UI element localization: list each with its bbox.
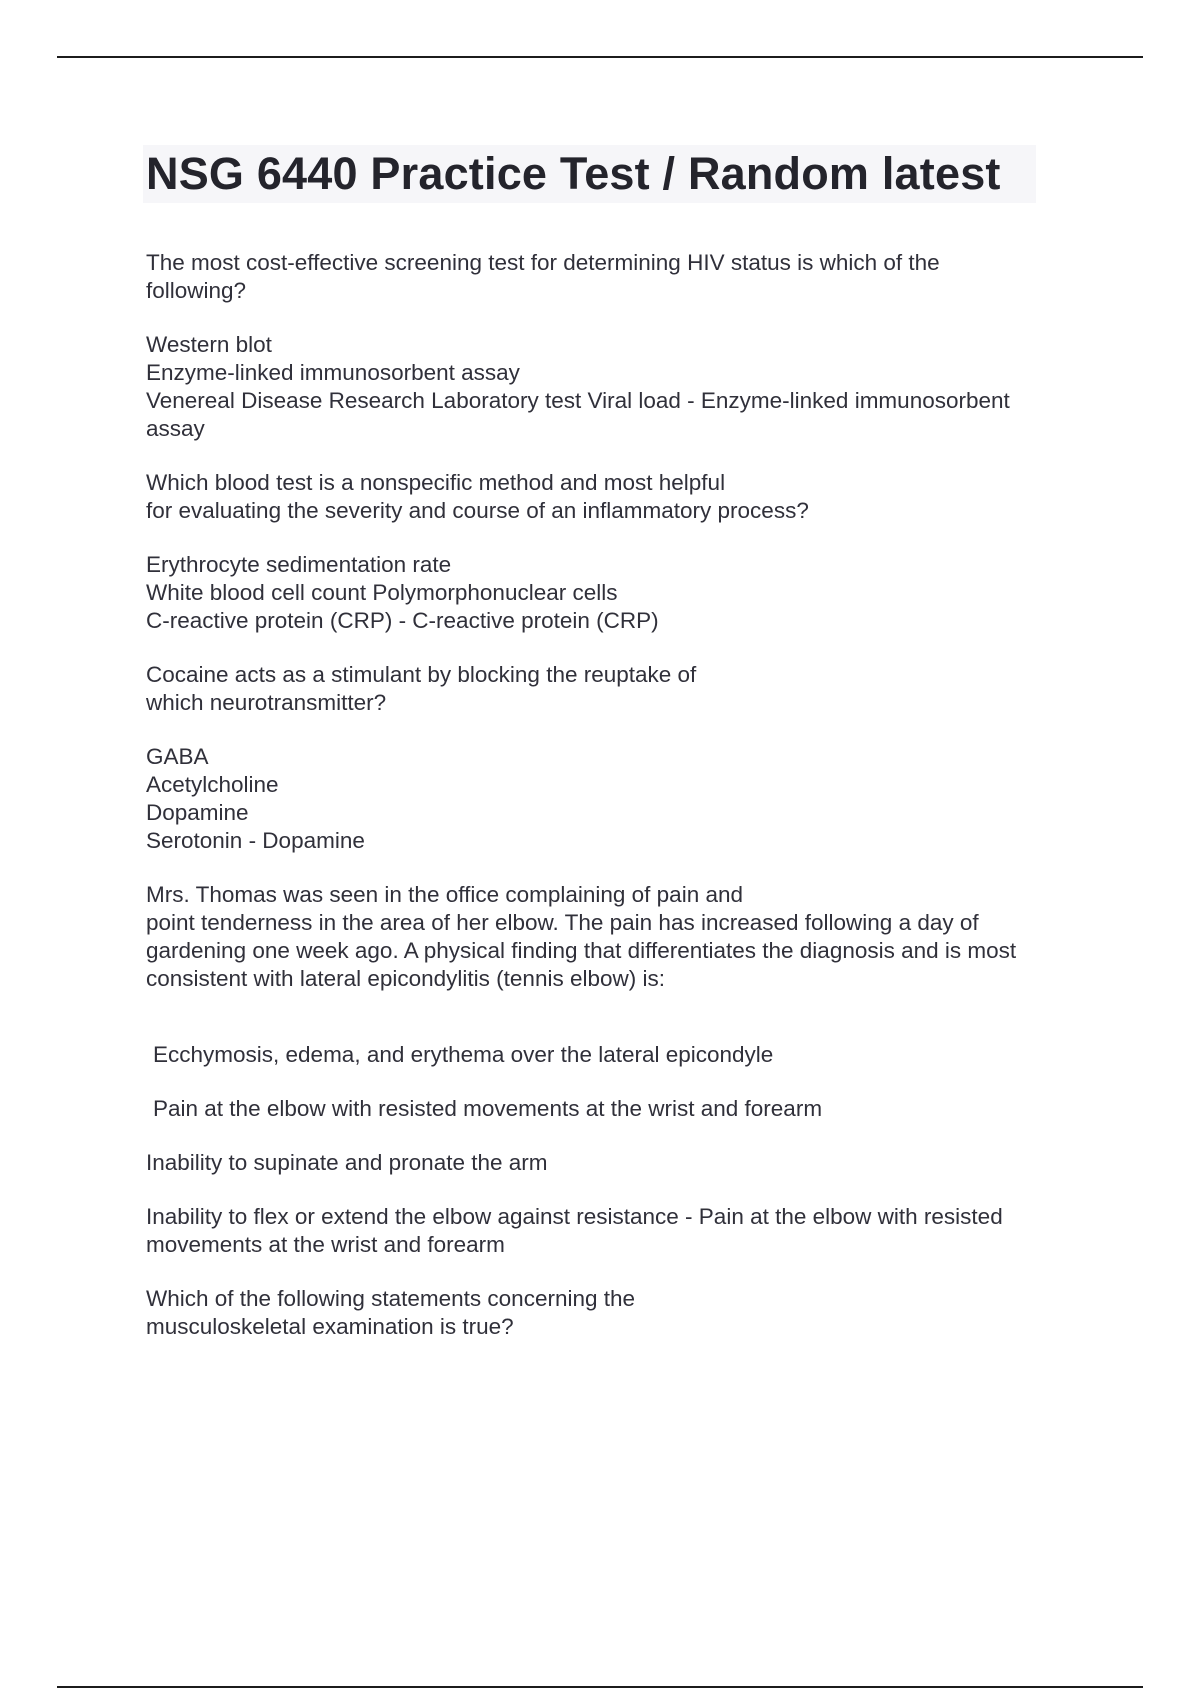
text-line: C-reactive protein (CRP) - C-reactive protein (CRP) xyxy=(146,608,659,633)
text-line: The most cost-effective screening test for determining HIV status is which of the xyxy=(146,250,940,275)
text-line: point tenderness in the area of her elbow. The pain has increased following a day of xyxy=(146,910,979,935)
bottom-rule xyxy=(57,1686,1143,1688)
document-body xyxy=(143,249,1093,1341)
document-title: NSG 6440 Practice Test / Random latest xyxy=(143,145,1036,203)
text-line: Serotonin - Dopamine xyxy=(146,828,365,853)
answer-option-ecchymosis xyxy=(146,1041,1093,1069)
text-line: gardening one week ago. A physical finding that differentiates the diagnosis and is most xyxy=(146,938,1017,963)
text-line: Dopamine xyxy=(146,800,249,825)
text-line: Enzyme-linked immunosorbent assay xyxy=(146,360,520,385)
question-tennis-elbow xyxy=(146,881,1093,993)
question-cocaine xyxy=(146,661,1093,717)
text-line: Venereal Disease Research Laboratory test Viral load - Enzyme-linked immunosorbent xyxy=(146,388,1010,413)
text-line: GABA xyxy=(146,744,209,769)
question-inflammatory-test xyxy=(146,469,1093,525)
text-line: movements at the wrist and forearm xyxy=(146,1232,505,1257)
text-line: White blood cell count Polymorphonuclear cells xyxy=(146,580,618,605)
answer-option-supinate xyxy=(146,1149,1093,1177)
text-line: Ecchymosis, edema, and erythema over the lateral epicondyle xyxy=(153,1042,774,1067)
text-line: which neurotransmitter? xyxy=(146,690,387,715)
text-line: Western blot xyxy=(146,332,272,357)
answer-options-inflammatory xyxy=(146,551,1093,635)
answer-option-flex-extend xyxy=(146,1203,1093,1259)
text-line: Mrs. Thomas was seen in the office complaining of pain and xyxy=(146,882,743,907)
document-page xyxy=(143,145,1093,1367)
text-line: Pain at the elbow with resisted movements at the wrist and forearm xyxy=(153,1096,823,1121)
top-rule xyxy=(57,56,1143,58)
text-line: for evaluating the severity and course of an inflammatory process? xyxy=(146,498,809,523)
text-line: Erythrocyte sedimentation rate xyxy=(146,552,452,577)
text-line: Which of the following statements concerning the xyxy=(146,1286,636,1311)
text-line: assay xyxy=(146,416,205,441)
text-line: Which blood test is a nonspecific method and most helpful xyxy=(146,470,726,495)
question-hiv-screening xyxy=(146,249,1093,305)
text-line: Cocaine acts as a stimulant by blocking the reuptake of xyxy=(146,662,697,687)
question-musculoskeletal xyxy=(146,1285,1093,1341)
text-line: following? xyxy=(146,278,247,303)
answer-option-pain-resisted xyxy=(146,1095,1093,1123)
text-line: Acetylcholine xyxy=(146,772,279,797)
text-line: consistent with lateral epicondylitis (tennis elbow) is: xyxy=(146,966,665,991)
text-line: musculoskeletal examination is true? xyxy=(146,1314,514,1339)
text-line: Inability to flex or extend the elbow against resistance - Pain at the elbow with resisted xyxy=(146,1204,1003,1229)
text-line: Inability to supinate and pronate the arm xyxy=(146,1150,548,1175)
answer-options-cocaine xyxy=(146,743,1093,855)
answer-options-hiv xyxy=(146,331,1093,443)
